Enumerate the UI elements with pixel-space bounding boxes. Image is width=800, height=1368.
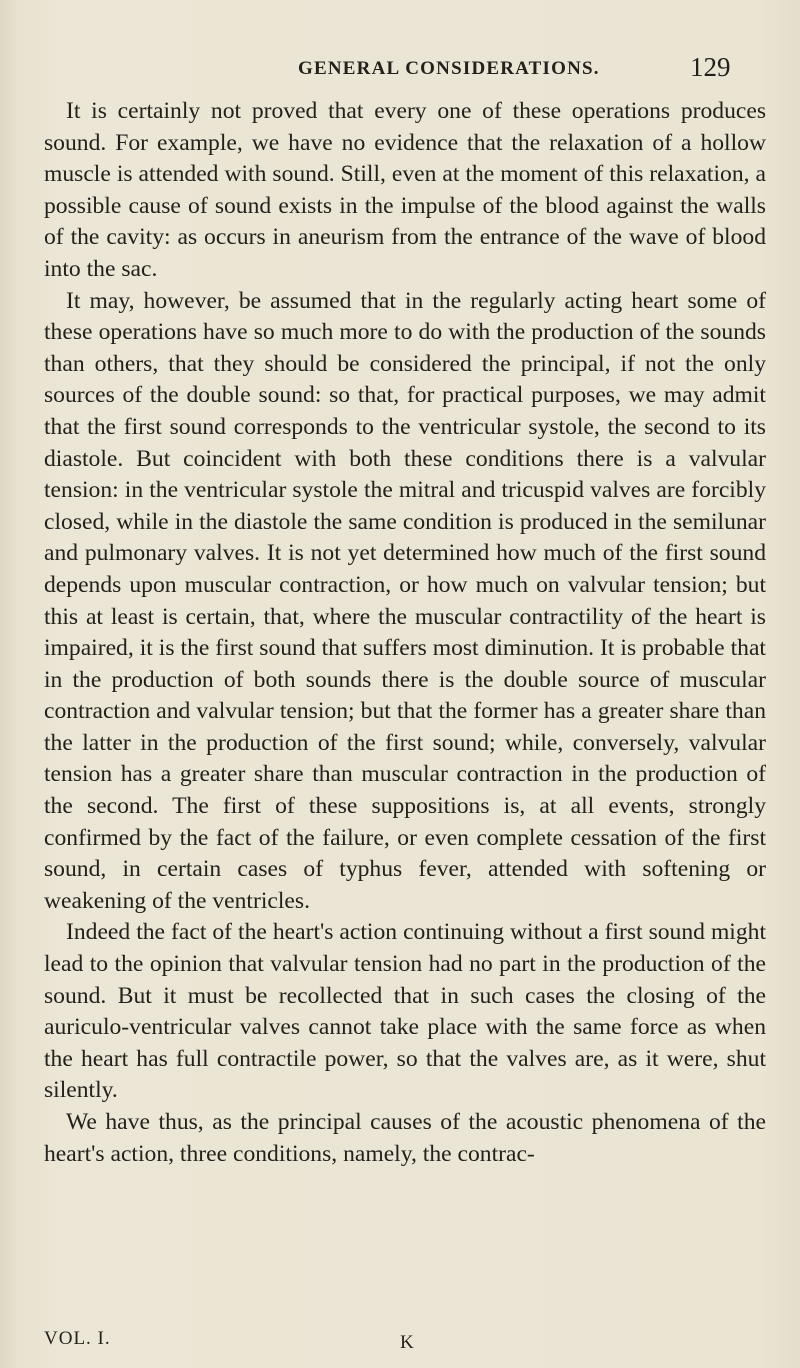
body-text <box>44 96 766 1170</box>
volume-signature: VOL. I. <box>44 1328 111 1349</box>
page-footer <box>0 1328 800 1358</box>
paragraph: Indeed the fact of the heart's action continuing without a first sound might lead to the opinion that valvular tension had no part in the production of the sound. But it must be recollected that in such cases the closing of the auriculo-ventricular valves cannot take place with the same force as when the heart has full contractile power, so that the valves are, as it were, shut silently. <box>44 919 766 1104</box>
running-head: GENERAL CONSIDERATIONS. <box>298 58 600 79</box>
paragraph: We have thus, as the principal causes of the acoustic phenomena of the heart's action, three conditions, namely, the contrac- <box>44 1109 766 1167</box>
gathering-mark: K <box>400 1332 414 1353</box>
paragraph: It is certainly not proved that every one of these operations produces sound. For example, we have no evidence that the relaxation of a hollow muscle is attended with sound. Still, even at the moment of this relaxation, a possible cause of sound exists in the impulse of the blood against the walls of the cavity: as occurs in aneurism from the entrance of the wave of blood into the sac. <box>44 98 766 282</box>
page-header <box>0 52 800 98</box>
page-number: 129 <box>690 52 731 82</box>
paragraph: It may, however, be assumed that in the regularly acting heart some of these operations have so much more to do with the production of the sounds than others, that they should be considered the principal, if not the only sources of the double sound: so that, for practical purposes, we may admit that the first sound corresponds to the ventricular systole, the second to its diastole. But coincident with both these conditions there is a valvular tension: in the ventricular systole the mitral and tricuspid valves are forcibly closed, while in the diastole the same condition is produced in the semilunar and pulmonary valves. It is not yet determined how much of the first sound depends upon muscular contraction, or how much on valvular tension; but this at least is certain, that, where the muscular contractility of the heart is impaired, it is the first sound that suffers most diminution. It is probable that in the production of both sounds there is the double source of muscular contraction and valvular tension; but that the former has a greater share than the latter in the production of the first sound; while, conversely, valvular tension has a greater share than muscular contraction in the production of the second. The first of these suppositions is, at all events, strongly confirmed by the fact of the failure, or even complete cessation of the first sound, in certain cases of typhus fever, attended with softening or weakening of the ventricles. <box>44 287 766 914</box>
